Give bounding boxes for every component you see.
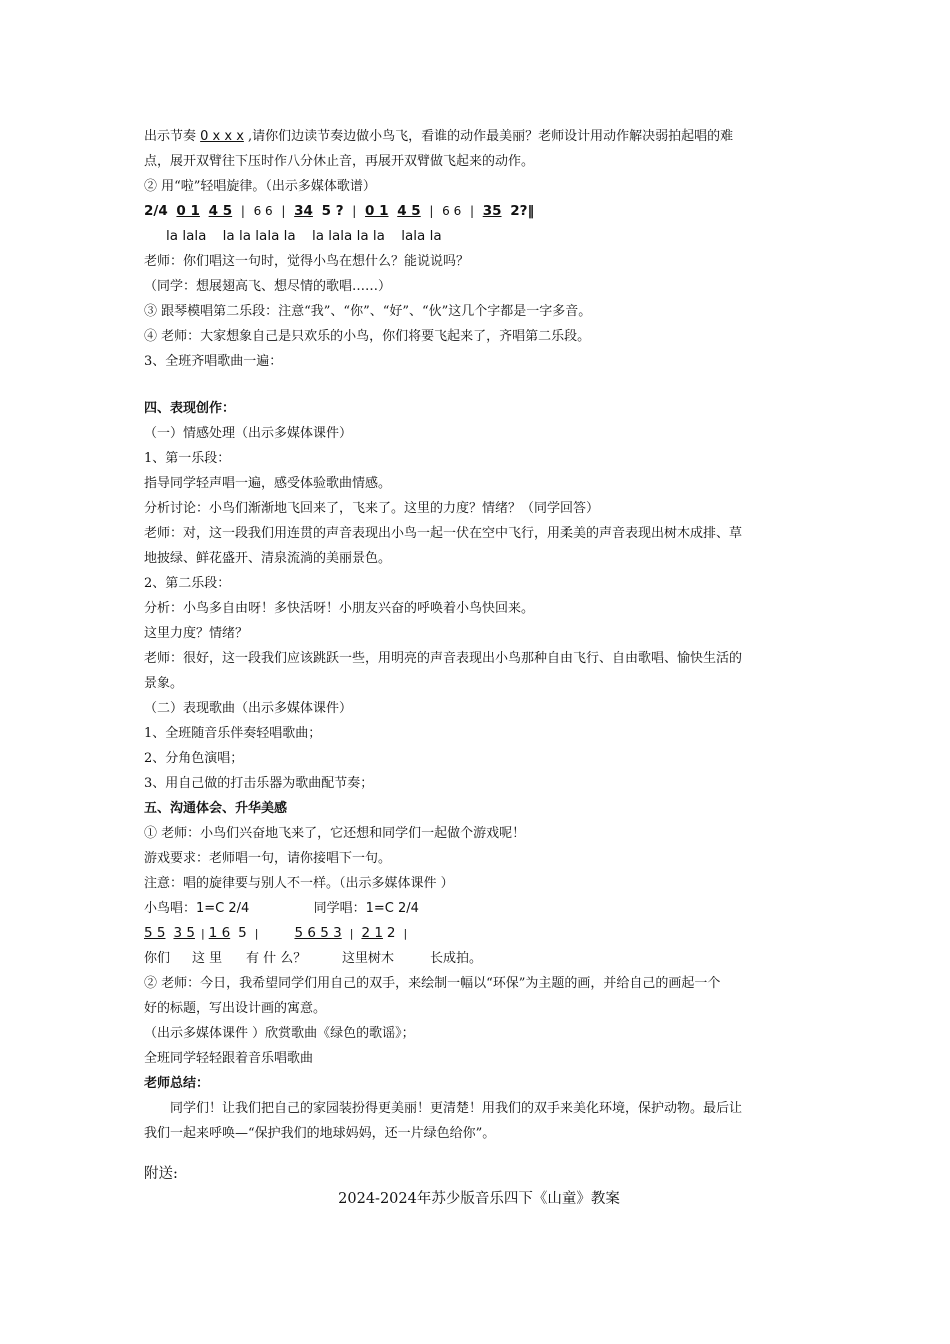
paragraph-line: （出示多媒体课件 ）欣赏歌曲《绿色的歌谣》；	[144, 1026, 415, 1041]
barline: |	[403, 927, 408, 940]
melody-lyrics	[144, 224, 814, 249]
note-group: 5 6 5 3	[294, 925, 342, 941]
note-group: 4 5	[397, 203, 421, 219]
barline: |	[352, 204, 357, 218]
section-heading: 五、沟通体会、升华美感	[144, 801, 288, 816]
student-key: 1=C 2/4	[365, 901, 419, 916]
paragraph-line: （二）表现歌曲（出示多媒体课件）	[144, 701, 353, 716]
step-2: ② 用“啦”轻唱旋律。（出示多媒体歌谱）	[144, 179, 376, 194]
paragraph-line: 景象。	[144, 676, 184, 691]
paragraph-line: ④ 老师：大家想象自己是只欢乐的小鸟，你们将要飞起来了，齐唱第二乐段。	[144, 329, 591, 344]
spacer	[144, 374, 814, 396]
melody-notation	[144, 199, 814, 224]
paragraph-line: 3、用自己做的打击乐器为歌曲配节奏；	[144, 776, 374, 791]
lyric: 有 什 么？	[246, 951, 307, 966]
time-signature: 2/4	[144, 203, 168, 219]
lyric: 这 里	[192, 951, 223, 966]
note-group: 6 6	[253, 204, 273, 218]
barline: |	[469, 204, 475, 218]
paragraph-line: 分析：小鸟多自由呀！多快活呀！小朋友兴奋的呼唤着小鸟快回来。	[144, 601, 535, 616]
paragraph-line: 点，展开双臂往下压时作八分休止音，再展开双臂做飞起来的动作。	[144, 154, 535, 169]
text: ,请你们边读节奏边做小鸟飞，看谁的动作最美丽？老师设计用动作解决弱拍起唱的难	[243, 129, 734, 144]
paragraph-line: 注意：唱的旋律要与别人不一样。（出示多媒体课件 ）	[144, 876, 454, 891]
lyric: lala la	[401, 228, 442, 244]
appendix-label: 附送:	[144, 1166, 178, 1182]
paragraph-line: 1、全班随音乐伴奏轻唱歌曲；	[144, 726, 322, 741]
paragraph-line: ① 老师：小鸟们兴奋地飞来了，它还想和同学们一起做个游戏呢！	[144, 826, 526, 841]
note-group: 2?‖	[510, 203, 535, 219]
note-group: 5 5	[144, 925, 166, 941]
note-group: 34	[294, 203, 313, 219]
rhythm-pattern: 0 x x x	[200, 129, 244, 144]
barline: |	[281, 204, 286, 218]
paragraph-line: ② 老师：今日，我希望同学们用自己的双手，来绘制一幅以“环保”为主题的画，并给自己的画起一个	[144, 976, 721, 991]
lesson-plan-body	[144, 124, 814, 1212]
rhythm-instruction-line	[144, 124, 814, 149]
paragraph-line: 1、第一乐段：	[144, 451, 231, 466]
note-group: 4 5	[208, 203, 233, 219]
note-group: 0 1	[176, 203, 200, 219]
barline: |	[429, 204, 434, 218]
paragraph-line: 我们一起来呼唤—“保护我们的地球妈妈，还一片绿色给你”。	[144, 1126, 496, 1141]
lyric: 这里树木	[342, 951, 395, 966]
paragraph-line: 老师：对，这一段我们用连贯的声音表现出小鸟一起一伏在空中飞行，用柔美的声音表现出树木成排、草	[144, 526, 743, 541]
paragraph-line: ③ 跟琴模唱第二乐段：注意“我”、“你”、“好”、“伙”这几个字都是一字多音。	[144, 304, 592, 319]
barline: |	[254, 927, 259, 940]
paragraph-line: 这里力度？情绪？	[144, 626, 249, 641]
bird-key: 1=C 2/4	[196, 901, 250, 916]
paragraph-line: 3、全班齐唱歌曲一遍：	[144, 354, 283, 369]
lyric: la la lala la	[222, 228, 296, 244]
paragraph-line: 全班同学轻轻跟着音乐唱歌曲	[144, 1051, 314, 1066]
barline: |	[200, 927, 205, 940]
paragraph-line: 2、第二乐段：	[144, 576, 231, 591]
note-group: 6 6	[442, 204, 462, 218]
paragraph-line: 游戏要求：老师唱一句，请你接唱下一句。	[144, 851, 392, 866]
paragraph-line: 好的标题，写出设计画的寓意。	[144, 1001, 327, 1016]
note-group: 3 5	[173, 925, 195, 941]
game-keys	[144, 896, 814, 921]
game-rhythm	[144, 921, 814, 946]
paragraph-line: （同学：想展翅高飞、想尽情的歌唱……）	[144, 279, 392, 294]
note-group: 5 ?	[321, 203, 344, 219]
paragraph-line: 老师：很好，这一段我们应该跳跃一些，用明亮的声音表现出小鸟那种自由飞行、自由歌唱、愉快生活的	[144, 651, 743, 666]
paragraph-line: 分析讨论：小鸟们渐渐地飞回来了，飞来了。这里的力度？情绪？（同学回答）	[144, 501, 600, 516]
lyric: 长成拍。	[430, 951, 483, 966]
note-group: 35	[482, 203, 502, 219]
note-group: 2	[386, 925, 396, 941]
note-group: 2 1	[361, 925, 383, 941]
section-heading: 四、表现创作：	[144, 401, 236, 416]
summary-heading: 老师总结：	[144, 1076, 210, 1091]
bird-label: 小鸟唱：	[144, 901, 197, 916]
note-group: 5	[238, 925, 247, 941]
paragraph-line: （一）情感处理（出示多媒体课件）	[144, 426, 353, 441]
lyric: la lala	[166, 228, 207, 244]
note-group: 0 1	[365, 203, 389, 219]
lyric: 你们	[144, 951, 171, 966]
student-label: 同学唱：	[313, 901, 366, 916]
appendix-title: 2024-2024年苏少版音乐四下《山童》教案	[338, 1191, 620, 1207]
text: 出示节奏	[144, 129, 201, 144]
paragraph-line: 老师：你们唱这一句时，觉得小鸟在想什么？能说说吗？	[144, 254, 470, 269]
paragraph-line: 指导同学轻声唱一遍，感受体验歌曲情感。	[144, 476, 392, 491]
barline: |	[349, 927, 354, 940]
game-lyrics	[144, 946, 814, 971]
note-group: 1 6	[208, 925, 231, 941]
barline: |	[240, 204, 245, 218]
paragraph-line: 地披绿、鲜花盛开、清泉流淌的美丽景色。	[144, 551, 392, 566]
paragraph-line: 同学们！让我们把自己的家园装扮得更美丽！更清楚！用我们的双手来美化环境，保护动物。最后让	[170, 1101, 743, 1116]
lyric: la lala la la	[311, 228, 385, 244]
paragraph-line: 2、分角色演唱；	[144, 751, 244, 766]
